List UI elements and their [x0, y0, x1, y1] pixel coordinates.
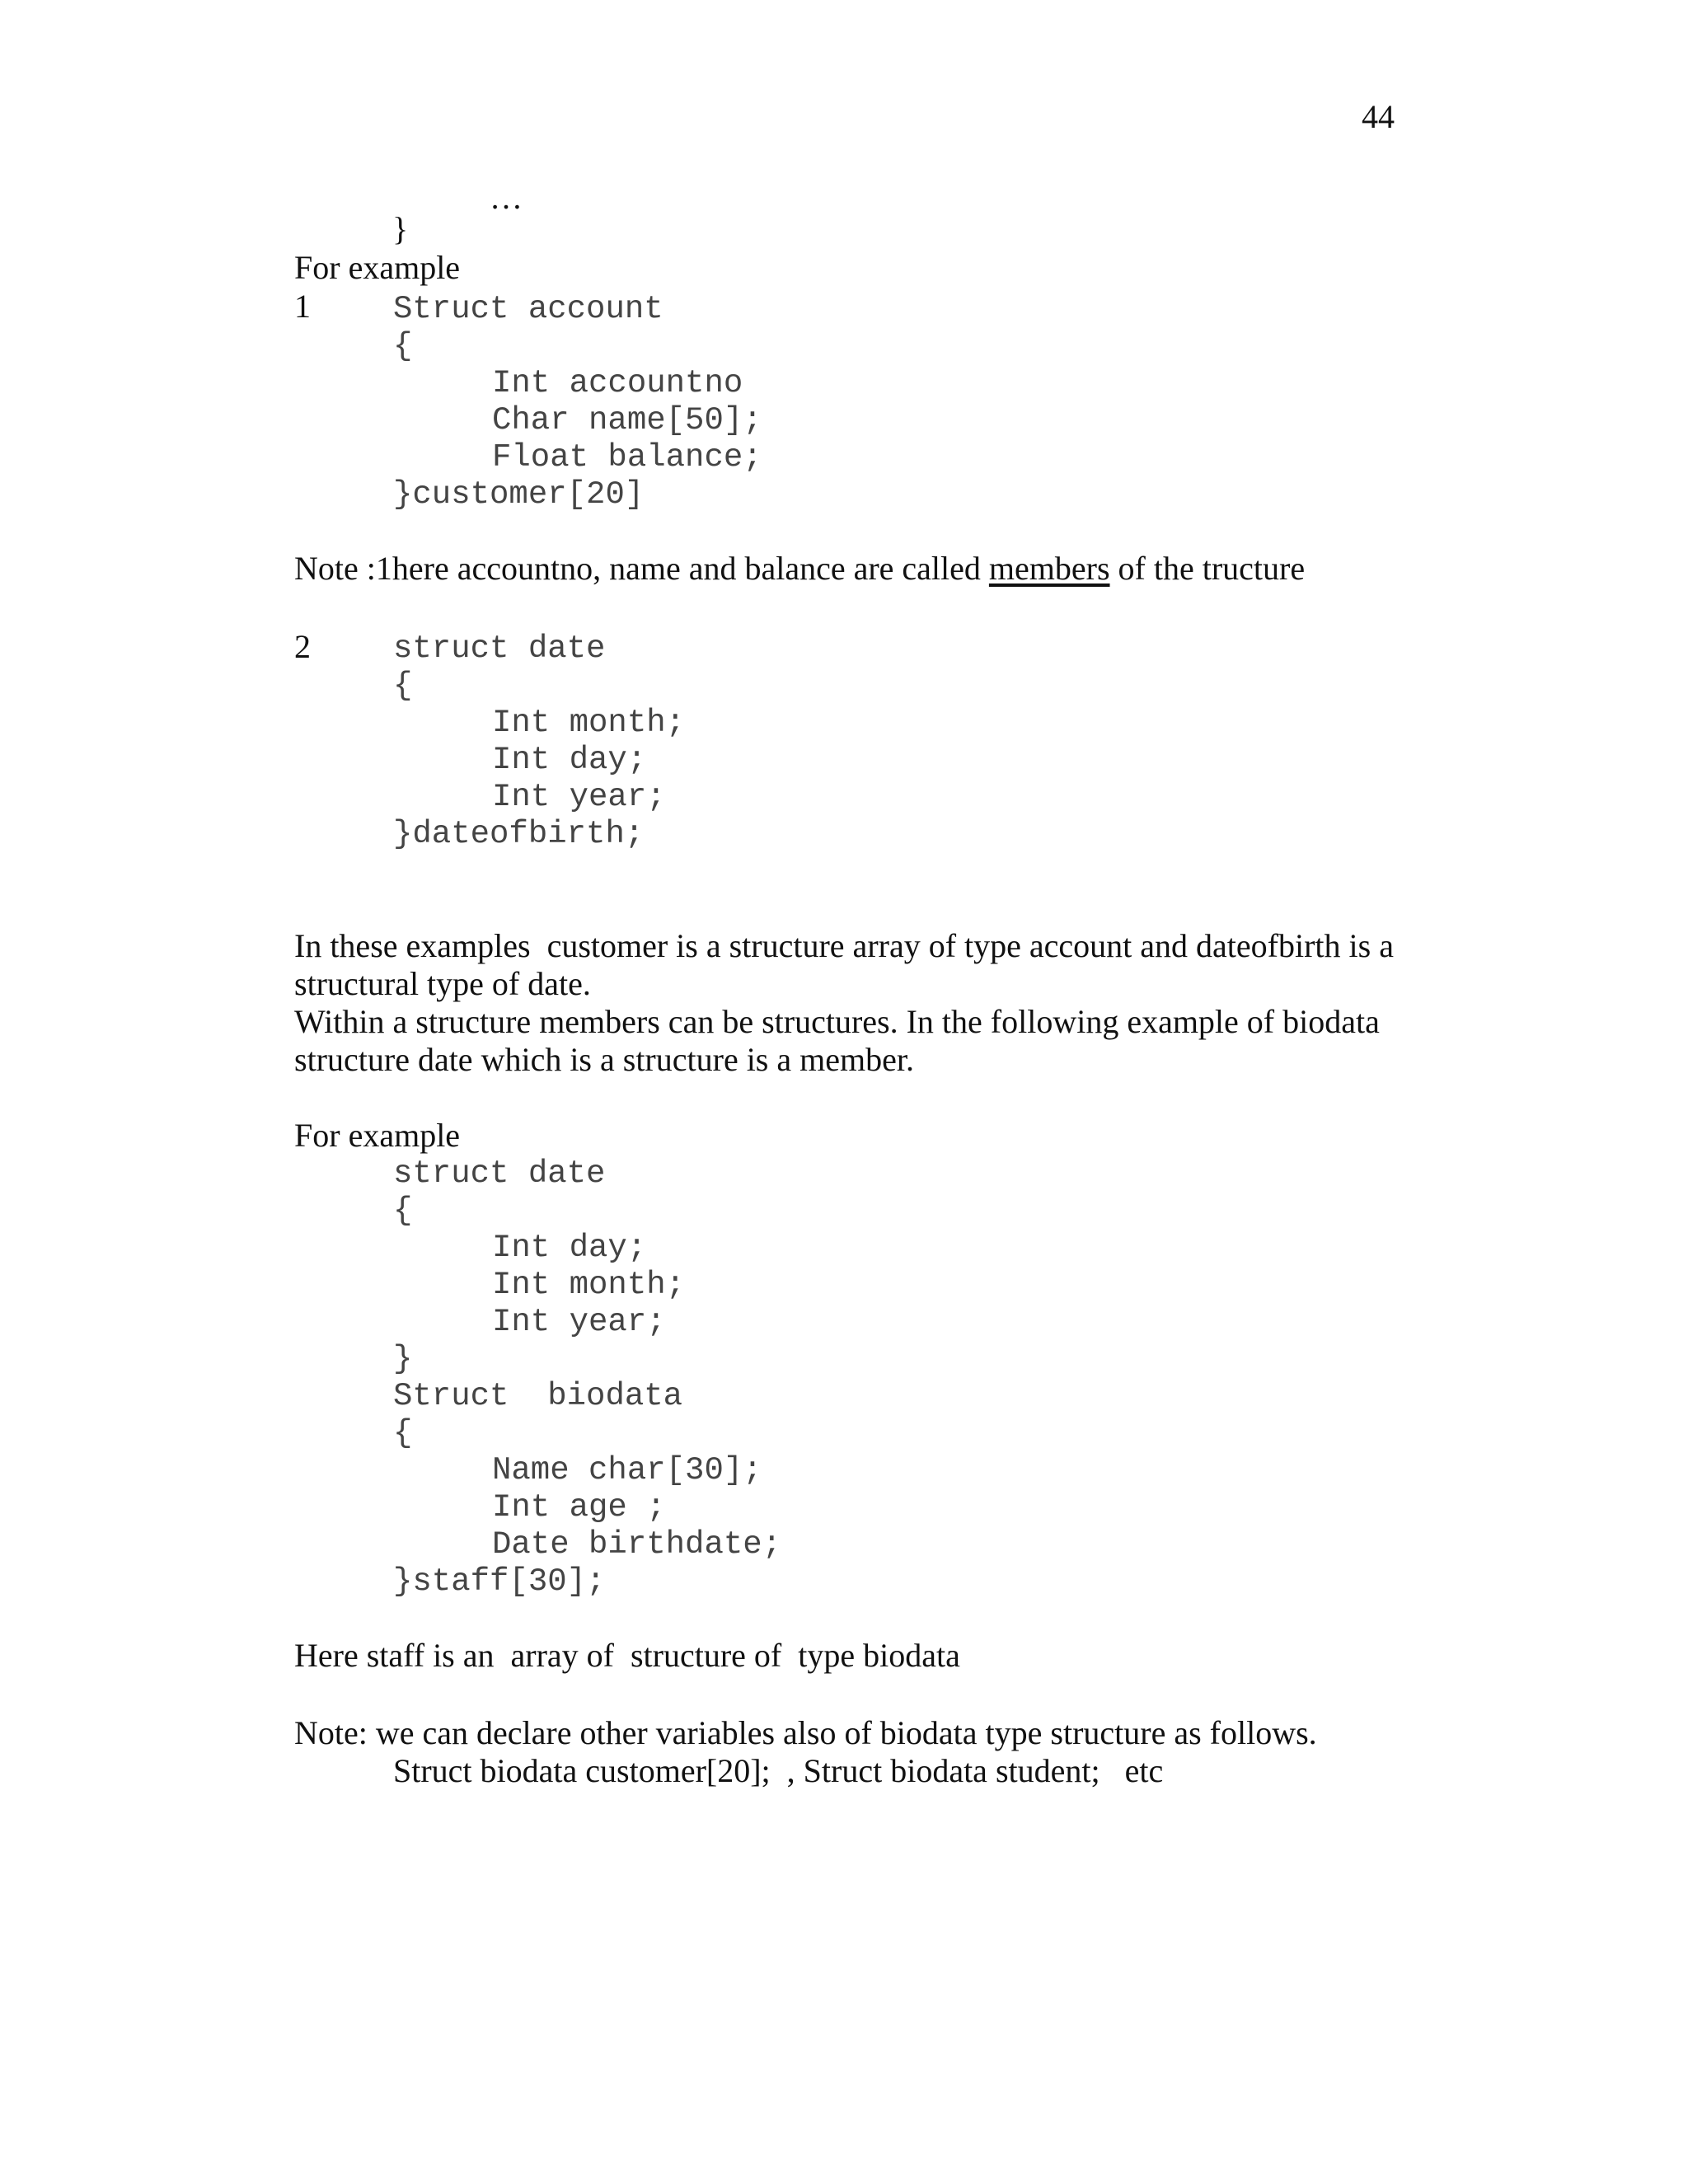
code-line: Float balance;	[492, 439, 762, 476]
example2-number: 2	[294, 628, 311, 665]
code-line: }staff[30];	[393, 1563, 606, 1600]
code-line: Name char[30];	[492, 1452, 762, 1488]
note1-text: Note :1here accountno, name and balance are called	[294, 550, 989, 587]
note2-line2: Struct biodata customer[20]; , Struct biodata student; etc	[393, 1752, 1164, 1789]
staff-sentence: Here staff is an array of structure of type biodata	[294, 1637, 960, 1674]
paragraph-line: structure date which is a structure is a member.	[294, 1041, 914, 1078]
example1-intro: For example	[294, 249, 461, 286]
note1-underlined-term: members	[988, 550, 1110, 587]
code-line: Int year;	[492, 1304, 666, 1340]
code-line: }customer[20]	[393, 476, 645, 513]
paragraph-line: In these examples customer is a structure array of type account and dateofbirth is a	[294, 927, 1394, 964]
paragraph-line: Within a structure members can be structures. In the following example of biodata	[294, 1003, 1380, 1040]
code-line: Date birthdate;	[492, 1526, 782, 1563]
example3-intro: For example	[294, 1117, 461, 1154]
code-line: {	[393, 1415, 413, 1451]
code-line: Int age ;	[492, 1489, 666, 1526]
paragraph-line: structural type of date.	[294, 965, 591, 1002]
ellipsis: …	[490, 179, 523, 216]
code-line: struct date	[393, 630, 606, 667]
code-line: struct date	[393, 1155, 606, 1192]
code-line: Int day;	[492, 742, 647, 778]
code-line: {	[393, 328, 413, 364]
code-line: Struct biodata	[393, 1378, 683, 1414]
note1	[294, 552, 1305, 585]
example1-number: 1	[294, 288, 311, 325]
code-line: }dateofbirth;	[393, 816, 645, 852]
code-line: Int year;	[492, 779, 666, 815]
code-line: {	[393, 1193, 413, 1229]
code-line: Char name[50];	[492, 402, 762, 438]
code-line: Struct account	[393, 291, 663, 327]
note1-text-end: of the tructure	[1109, 550, 1306, 587]
code-line: }	[393, 1341, 413, 1377]
code-line: Int day;	[492, 1230, 647, 1266]
note2-line1: Note: we can declare other variables also of biodata type structure as follows.	[294, 1714, 1317, 1751]
page-number: 44	[1362, 98, 1395, 135]
code-line: Int accountno	[492, 365, 743, 401]
closing-brace: }	[392, 210, 409, 247]
code-line: Int month;	[492, 1267, 686, 1303]
code-line: {	[393, 668, 413, 704]
code-line: Int month;	[492, 705, 686, 741]
